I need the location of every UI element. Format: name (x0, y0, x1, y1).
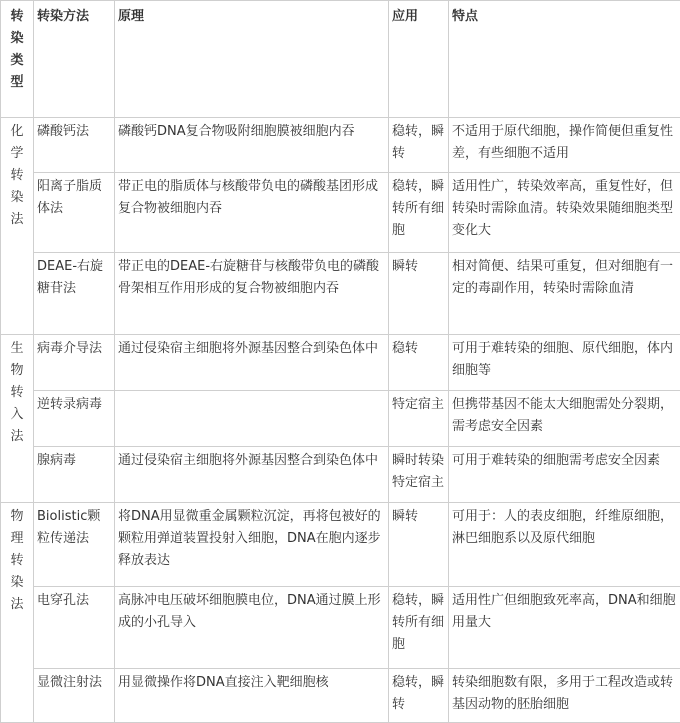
features-cell: 可用于难转染的细胞需考虑安全因素 (449, 447, 680, 503)
method-cell: 显微注射法 (34, 669, 115, 723)
table-row (1, 335, 680, 391)
application-cell: 瞬转 (389, 503, 449, 587)
application-cell: 瞬时转染特定宿主 (389, 447, 449, 503)
principle-cell: 高脉冲电压破坏细胞膜电位，DNA通过膜上形成的小孔导入 (115, 587, 389, 669)
principle-cell: 带正电的DEAE-右旋糖苷与核酸带负电的磷酸骨架相互作用形成的复合物被细胞内吞 (115, 253, 389, 335)
application-cell: 稳转，瞬转所有细胞 (389, 587, 449, 669)
method-cell: 电穿孔法 (34, 587, 115, 669)
header-application: 应用 (389, 1, 449, 118)
table-row (1, 669, 680, 723)
table-row (1, 118, 680, 173)
application-cell: 稳转，瞬转 (389, 669, 449, 723)
application-cell: 特定宿主 (389, 391, 449, 447)
type-cell-chemical: 化学转染法 (1, 118, 34, 335)
application-cell: 瞬转 (389, 253, 449, 335)
features-cell: 可用于难转染的细胞、原代细胞，体内细胞等 (449, 335, 680, 391)
features-cell: 可用于：人的表皮细胞，纤维原细胞，淋巴细胞系以及原代细胞 (449, 503, 680, 587)
features-cell: 但携带基因不能太大细胞需处分裂期，需考虑安全因素 (449, 391, 680, 447)
principle-cell: 通过侵染宿主细胞将外源基因整合到染色体中 (115, 447, 389, 503)
principle-cell: 通过侵染宿主细胞将外源基因整合到染色体中 (115, 335, 389, 391)
header-features: 特点 (449, 1, 680, 118)
table-row (1, 447, 680, 503)
application-cell: 稳转，瞬转所有细胞 (389, 173, 449, 253)
table-row (1, 587, 680, 669)
principle-cell: 磷酸钙DNA复合物吸附细胞膜被细胞内吞 (115, 118, 389, 173)
application-cell: 稳转，瞬转 (389, 118, 449, 173)
features-cell: 适用性广但细胞致死率高，DNA和细胞用量大 (449, 587, 680, 669)
header-principle: 原理 (115, 1, 389, 118)
header-method: 转染方法 (34, 1, 115, 118)
features-cell: 不适用于原代细胞，操作简便但重复性差，有些细胞不适用 (449, 118, 680, 173)
table-row (1, 253, 680, 335)
principle-cell: 将DNA用显微重金属颗粒沉淀，再将包被好的颗粒用弹道装置投射入细胞，DNA在胞内逐步释放表达 (115, 503, 389, 587)
method-cell: 磷酸钙法 (34, 118, 115, 173)
method-cell: 腺病毒 (34, 447, 115, 503)
method-cell: Biolistic颗粒传递法 (34, 503, 115, 587)
table-row (1, 391, 680, 447)
type-cell-biological: 生物转入法 (1, 335, 34, 503)
application-cell: 稳转 (389, 335, 449, 391)
table-row (1, 173, 680, 253)
method-cell: 逆转录病毒 (34, 391, 115, 447)
features-cell: 适用性广，转染效率高，重复性好，但转染时需除血清。转染效果随细胞类型变化大 (449, 173, 680, 253)
type-cell-physical: 物理转染法 (1, 503, 34, 723)
principle-cell: 带正电的脂质体与核酸带负电的磷酸基团形成复合物被细胞内吞 (115, 173, 389, 253)
features-cell: 转染细胞数有限，多用于工程改造或转基因动物的胚胎细胞 (449, 669, 680, 723)
method-cell: DEAE-右旋糖苷法 (34, 253, 115, 335)
table-row (1, 503, 680, 587)
header-row (1, 1, 680, 118)
header-type: 转染类型 (1, 1, 34, 118)
principle-cell (115, 391, 389, 447)
principle-cell: 用显微操作将DNA直接注入靶细胞核 (115, 669, 389, 723)
features-cell: 相对简便、结果可重复，但对细胞有一定的毒副作用，转染时需除血清 (449, 253, 680, 335)
method-cell: 病毒介导法 (34, 335, 115, 391)
method-cell: 阳离子脂质体法 (34, 173, 115, 253)
